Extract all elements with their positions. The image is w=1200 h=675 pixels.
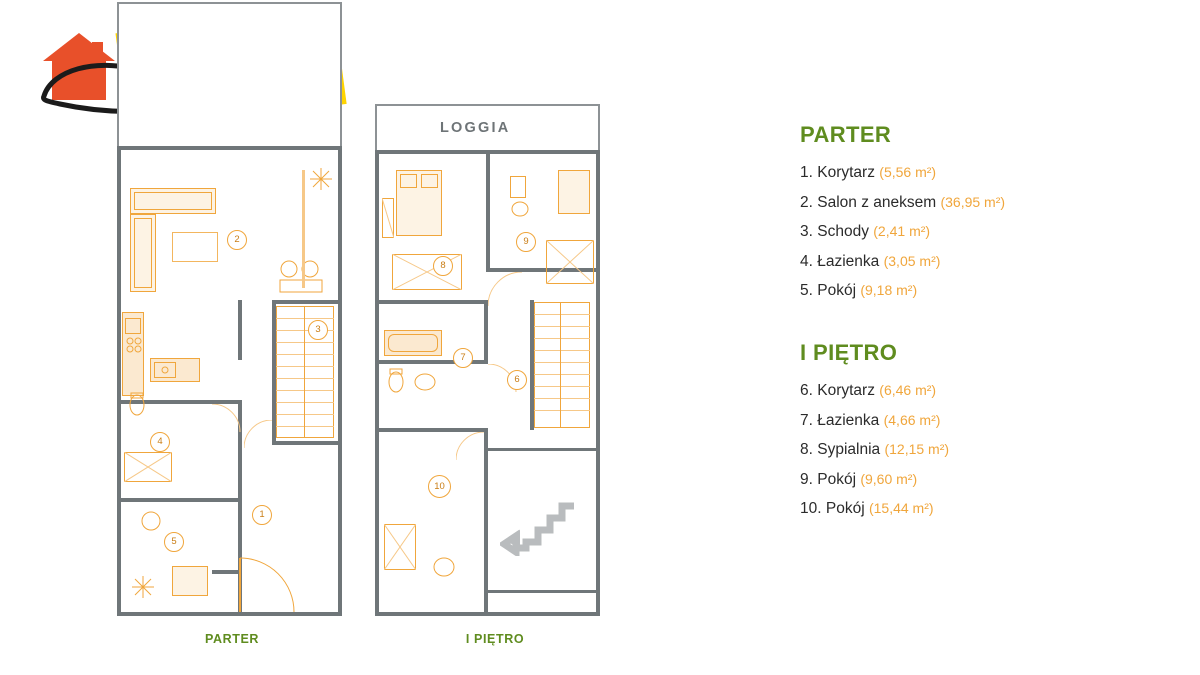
stair-step bbox=[276, 402, 334, 403]
hob bbox=[125, 318, 141, 334]
legend-title-ground: PARTER bbox=[800, 122, 892, 147]
room-number-8: 8 bbox=[433, 256, 453, 276]
legend-room-area: (5,56 m²) bbox=[879, 164, 937, 180]
legend-room-name: Łazienka bbox=[817, 411, 880, 429]
pillow bbox=[421, 174, 438, 188]
room-legend bbox=[800, 122, 1180, 530]
door-arc bbox=[488, 272, 524, 308]
wall-right bbox=[596, 150, 600, 616]
floorplan-ground bbox=[112, 0, 352, 660]
legend-row bbox=[800, 441, 1180, 459]
stair-rail bbox=[560, 302, 561, 428]
legend-row bbox=[800, 412, 1180, 430]
legend-room-name: Schody bbox=[817, 223, 869, 240]
wall-interior-1 bbox=[272, 300, 342, 304]
stair-rail bbox=[304, 306, 305, 438]
legend-room-name: Łazienka bbox=[817, 252, 880, 270]
door-arc bbox=[456, 432, 486, 462]
wall-interior-9 bbox=[484, 448, 600, 451]
sink-icon bbox=[154, 362, 176, 378]
legend-title-first: I PIĘTRO bbox=[800, 340, 898, 365]
sofa-cushion bbox=[134, 192, 212, 210]
wardrobe-diagonals-4 bbox=[384, 524, 416, 570]
legend-room-name: Pokój bbox=[817, 282, 857, 299]
room-number-6: 6 bbox=[507, 370, 527, 390]
door-arc bbox=[212, 404, 242, 434]
wardrobe-diagonals-2 bbox=[392, 254, 462, 290]
room-number-9: 9 bbox=[516, 232, 536, 252]
legend-row bbox=[800, 194, 1180, 212]
room-number-2: 2 bbox=[227, 230, 247, 250]
legend-index: 1. bbox=[800, 164, 813, 181]
legend-room-name: Korytarz bbox=[817, 164, 875, 181]
toilet-icon bbox=[386, 368, 406, 394]
plan-caption-ground: PARTER bbox=[204, 632, 260, 646]
bed-small bbox=[172, 566, 208, 596]
desk bbox=[510, 176, 526, 198]
toilet-icon bbox=[126, 392, 148, 418]
stair-step bbox=[534, 350, 590, 351]
legend-row bbox=[800, 164, 1180, 182]
stair-step bbox=[276, 426, 334, 427]
stair-step bbox=[534, 338, 590, 339]
wall-interior-10 bbox=[484, 590, 600, 593]
stair-step bbox=[534, 398, 590, 399]
stair-step bbox=[534, 314, 590, 315]
wall-left bbox=[117, 146, 121, 616]
legend-room-area: (15,44 m²) bbox=[868, 500, 934, 516]
legend-index: 4. bbox=[800, 252, 813, 270]
plan-top-block bbox=[117, 2, 342, 148]
room-number-3: 3 bbox=[308, 320, 328, 340]
stair-step bbox=[534, 410, 590, 411]
stair-step bbox=[276, 354, 334, 355]
legend-row bbox=[800, 500, 1180, 518]
legend-room-area: (2,41 m²) bbox=[873, 223, 931, 239]
room-number-7: 7 bbox=[453, 348, 473, 368]
entrance-door bbox=[238, 556, 300, 614]
door-arc bbox=[244, 420, 274, 450]
wall-interior-4 bbox=[484, 300, 488, 360]
shower-diagonals bbox=[124, 452, 172, 482]
loggia-label: LOGGIA bbox=[440, 120, 511, 136]
legend-index: 3. bbox=[800, 223, 813, 240]
legend-index: 2. bbox=[800, 193, 813, 211]
plan-caption-first: I PIĘTRO bbox=[465, 632, 525, 646]
stairs-up-arrow-icon bbox=[500, 500, 580, 556]
legend-room-area: (6,46 m²) bbox=[879, 382, 937, 398]
legend-room-name: Pokój bbox=[817, 470, 857, 488]
stair-step bbox=[276, 366, 334, 367]
legend-index: 7. bbox=[800, 411, 813, 429]
room-number-4: 4 bbox=[150, 432, 170, 452]
legend-index: 6. bbox=[800, 382, 813, 399]
stair-step bbox=[276, 318, 334, 319]
wall-interior-3 bbox=[272, 441, 342, 445]
stair-step bbox=[534, 362, 590, 363]
wall-interior-6 bbox=[120, 498, 242, 502]
legend-index: 5. bbox=[800, 282, 813, 299]
wall-interior-1 bbox=[486, 154, 490, 272]
wall-bottom bbox=[117, 612, 342, 616]
legend-index: 9. bbox=[800, 470, 813, 488]
legend-room-name: Korytarz bbox=[817, 382, 875, 399]
room-number-1: 1 bbox=[252, 505, 272, 525]
stair-step bbox=[276, 390, 334, 391]
legend-room-area: (4,66 m²) bbox=[883, 411, 941, 428]
wall-top bbox=[117, 146, 342, 150]
stair-step bbox=[276, 378, 334, 379]
wardrobe-diagonals-3 bbox=[546, 240, 594, 284]
room-number-5: 5 bbox=[164, 532, 184, 552]
stair-step bbox=[276, 342, 334, 343]
wall-left bbox=[375, 150, 379, 616]
stair-step bbox=[534, 386, 590, 387]
legend-room-area: (12,15 m²) bbox=[884, 441, 950, 457]
legend-row bbox=[800, 282, 1180, 300]
chair-icon bbox=[432, 556, 456, 578]
sofa-cushion-2 bbox=[134, 218, 152, 288]
stair-step bbox=[276, 414, 334, 415]
stair-step bbox=[534, 374, 590, 375]
legend-room-area: (9,60 m²) bbox=[860, 470, 918, 487]
wall-right bbox=[338, 146, 342, 616]
legend-room-name: Salon z aneksem bbox=[817, 193, 937, 211]
legend-row bbox=[800, 382, 1180, 400]
legend-room-area: (3,05 m²) bbox=[883, 252, 941, 269]
legend-row bbox=[800, 471, 1180, 489]
pillow bbox=[400, 174, 417, 188]
bathtub-inner bbox=[388, 334, 438, 352]
legend-room-area: (9,18 m²) bbox=[860, 282, 918, 298]
wardrobe-diagonals bbox=[382, 198, 394, 238]
burner-icon bbox=[125, 336, 143, 354]
chair-icon bbox=[510, 200, 530, 218]
coffee-table bbox=[172, 232, 218, 262]
wall-interior-7 bbox=[238, 300, 242, 360]
washbasin-icon bbox=[140, 510, 162, 532]
legend-room-name: Pokój bbox=[825, 500, 865, 517]
stair-step bbox=[534, 326, 590, 327]
legend-room-area: (36,95 m²) bbox=[940, 193, 1006, 210]
room-number-10: 10 bbox=[428, 475, 451, 498]
legend-row bbox=[800, 223, 1180, 241]
legend-index: 10. bbox=[800, 500, 822, 517]
plant-icon bbox=[308, 166, 334, 192]
legend-row bbox=[800, 253, 1180, 271]
legend-index: 8. bbox=[800, 441, 813, 458]
plant-icon bbox=[130, 574, 156, 600]
legend-room-name: Sypialnia bbox=[817, 441, 881, 458]
wall-interior-3 bbox=[378, 300, 488, 304]
bed-single bbox=[558, 170, 590, 214]
floorplan-first bbox=[370, 0, 620, 660]
washbasin-icon bbox=[414, 372, 436, 392]
window-line bbox=[302, 170, 305, 288]
